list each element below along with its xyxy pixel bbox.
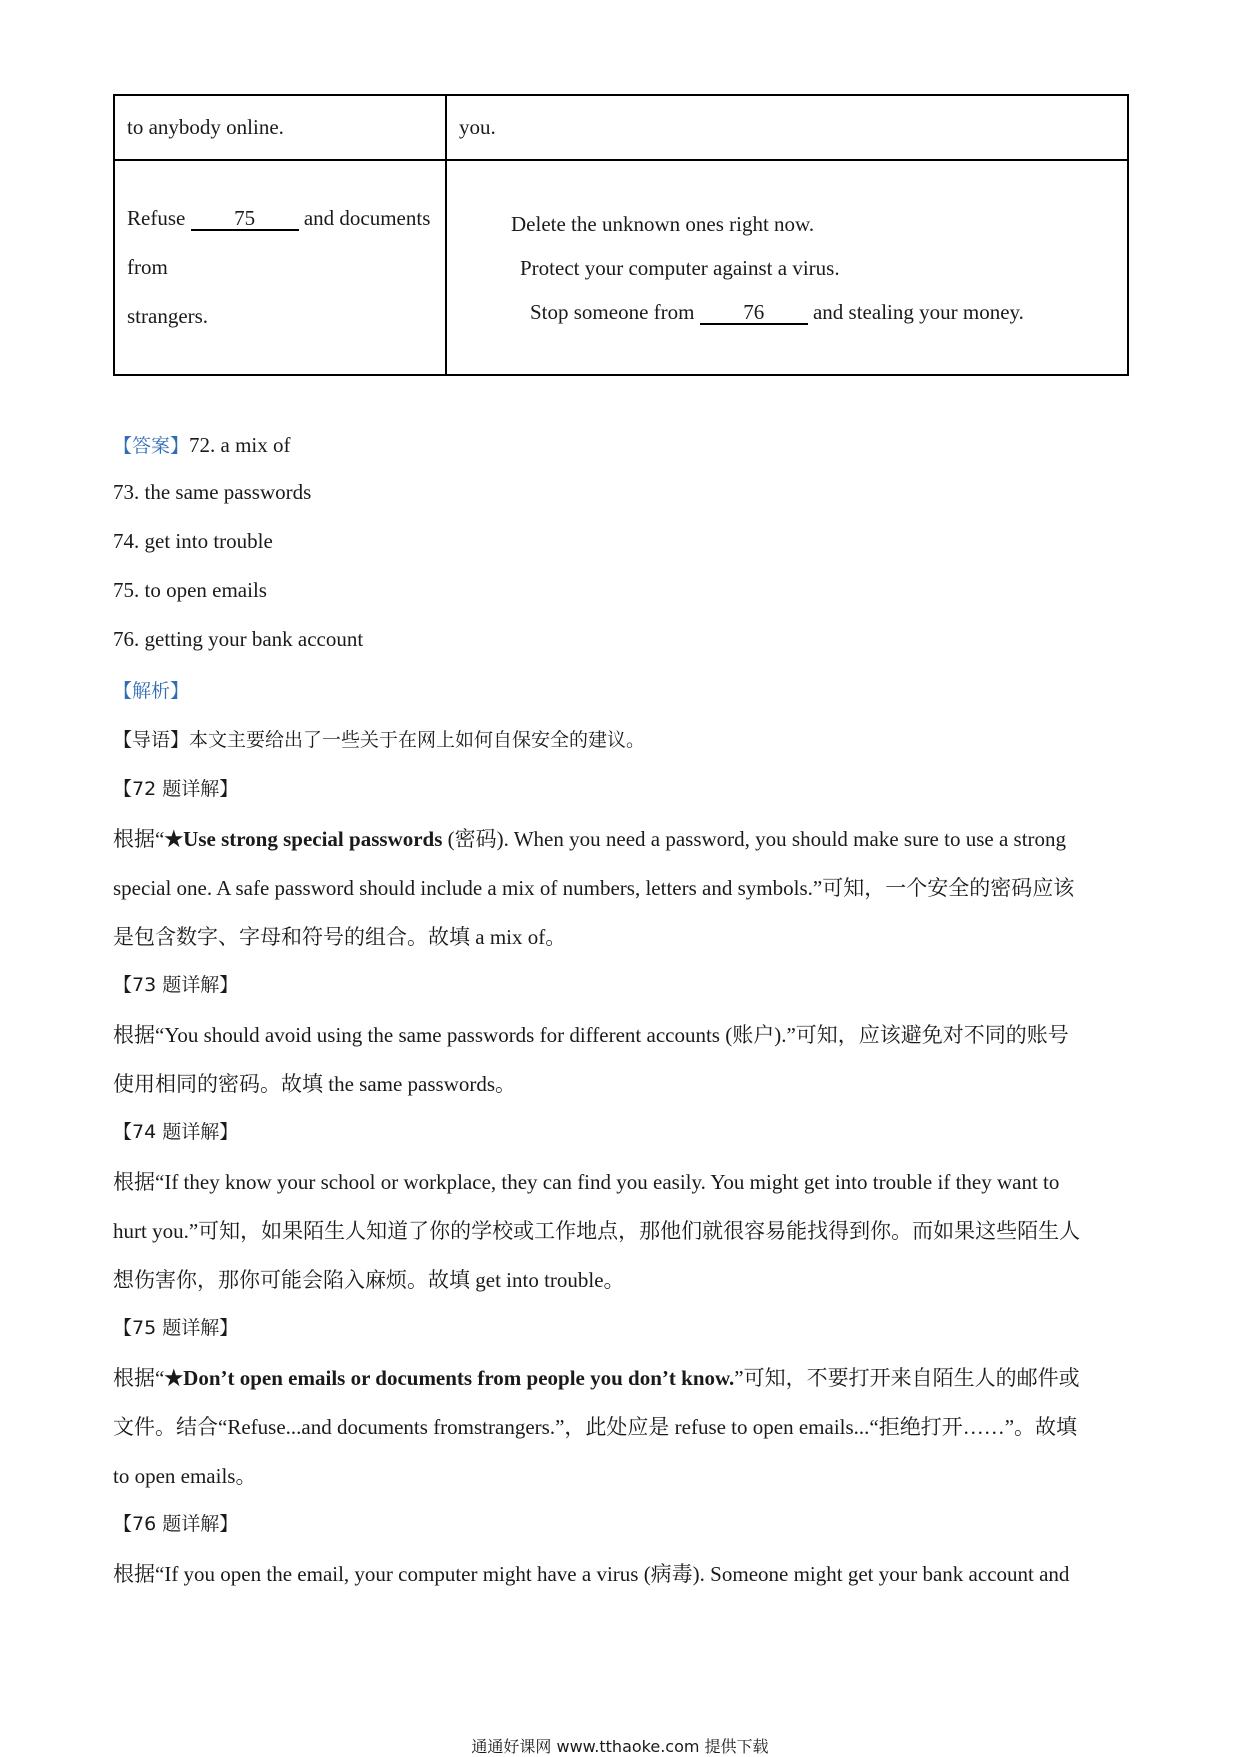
q74-line3: 想伤害你，那你可能会陷入麻烦。故填 get into trouble。 xyxy=(113,1268,625,1292)
answer-73: 73. the same passwords xyxy=(113,480,312,504)
q74-line2: hurt you.”可知，如果陌生人知道了你的学校或工作地点，那他们就很容易能找得到你。而如果这些陌生人 xyxy=(113,1219,1081,1243)
bold-quote: ★Don’t open emails or documents from people you don’t know. xyxy=(164,1366,735,1390)
q75-heading: 【75 题详解】 xyxy=(113,1317,239,1339)
q76-line1: 根据“If you open the email, your computer might have a virus (病毒). Someone might get your bank account and xyxy=(113,1562,1070,1586)
intro-text: 【导语】本文主要给出了一些关于在网上如何自保安全的建议。 xyxy=(113,729,646,751)
text: ”可知，不要打开来自陌生人的邮件或 xyxy=(734,1366,1080,1390)
q75-line1 xyxy=(113,1362,1080,1392)
q74-line1: 根据“If they know your school or workplace, they can find you easily. You might get into trouble if they want to xyxy=(113,1170,1060,1194)
table-cell xyxy=(446,160,1128,375)
text: 根据“ xyxy=(113,1366,165,1390)
answer-tag: 【答案】 xyxy=(113,435,190,457)
page-footer: 通通好课网 www.tthaoke.com 提供下载 xyxy=(471,1737,769,1756)
cell-line: Protect your computer against a virus. xyxy=(520,255,840,280)
cell-line xyxy=(127,194,433,243)
bold-quote: ★Use strong special passwords xyxy=(164,827,443,851)
q72-line2: special one. A safe password should include a mix of numbers, letters and symbols.”可知，一个安全的密码应该 xyxy=(113,876,1075,900)
cell-line: from xyxy=(127,255,168,279)
text: 根据“ xyxy=(113,827,165,851)
q72-line1 xyxy=(113,823,1066,853)
cell-text: and documents xyxy=(303,206,431,230)
analysis-tag: 【解析】 xyxy=(113,680,190,702)
text: (密码). When you need a password, you should make sure to use a strong xyxy=(442,827,1067,851)
table-cell: you. xyxy=(446,95,1128,160)
cell-text: Stop someone from xyxy=(530,299,695,324)
q74-heading: 【74 题详解】 xyxy=(113,1121,239,1143)
answer-line xyxy=(113,431,291,458)
answer-72: 72. a mix of xyxy=(189,433,291,457)
cell-line: strangers. xyxy=(127,304,209,328)
answer-75: 75. to open emails xyxy=(113,578,267,602)
q72-line3: 是包含数字、字母和符号的组合。故填 a mix of。 xyxy=(113,925,567,949)
answer-76: 76. getting your bank account xyxy=(113,627,364,651)
table-cell: to anybody online. xyxy=(114,95,446,160)
table-cell xyxy=(114,160,446,375)
table-row xyxy=(114,160,1128,375)
q73-line1: 根据“You should avoid using the same passwords for different accounts (账户).”可知，应该避免对不同的账号 xyxy=(113,1023,1069,1047)
cell-line: Delete the unknown ones right now. xyxy=(511,211,815,236)
cell-text: and stealing your money. xyxy=(812,299,1024,324)
blank-76: 76 xyxy=(700,301,808,325)
answer-74: 74. get into trouble xyxy=(113,529,273,553)
q75-line2: 文件。结合“Refuse...and documents fromstrangers.”，此处应是 refuse to open emails...“拒绝打开……”。故填 xyxy=(113,1415,1078,1439)
cell-text: Refuse xyxy=(127,206,186,230)
q72-heading: 【72 题详解】 xyxy=(113,778,239,800)
q73-line2: 使用相同的密码。故填 the same passwords。 xyxy=(113,1072,517,1096)
blank-75: 75 xyxy=(191,207,299,231)
table-row xyxy=(114,95,1128,160)
cell-line xyxy=(459,290,1115,334)
q73-heading: 【73 题详解】 xyxy=(113,974,239,996)
answer-table xyxy=(113,94,1129,376)
q75-line3: to open emails。 xyxy=(113,1464,257,1488)
q76-heading: 【76 题详解】 xyxy=(113,1513,239,1535)
